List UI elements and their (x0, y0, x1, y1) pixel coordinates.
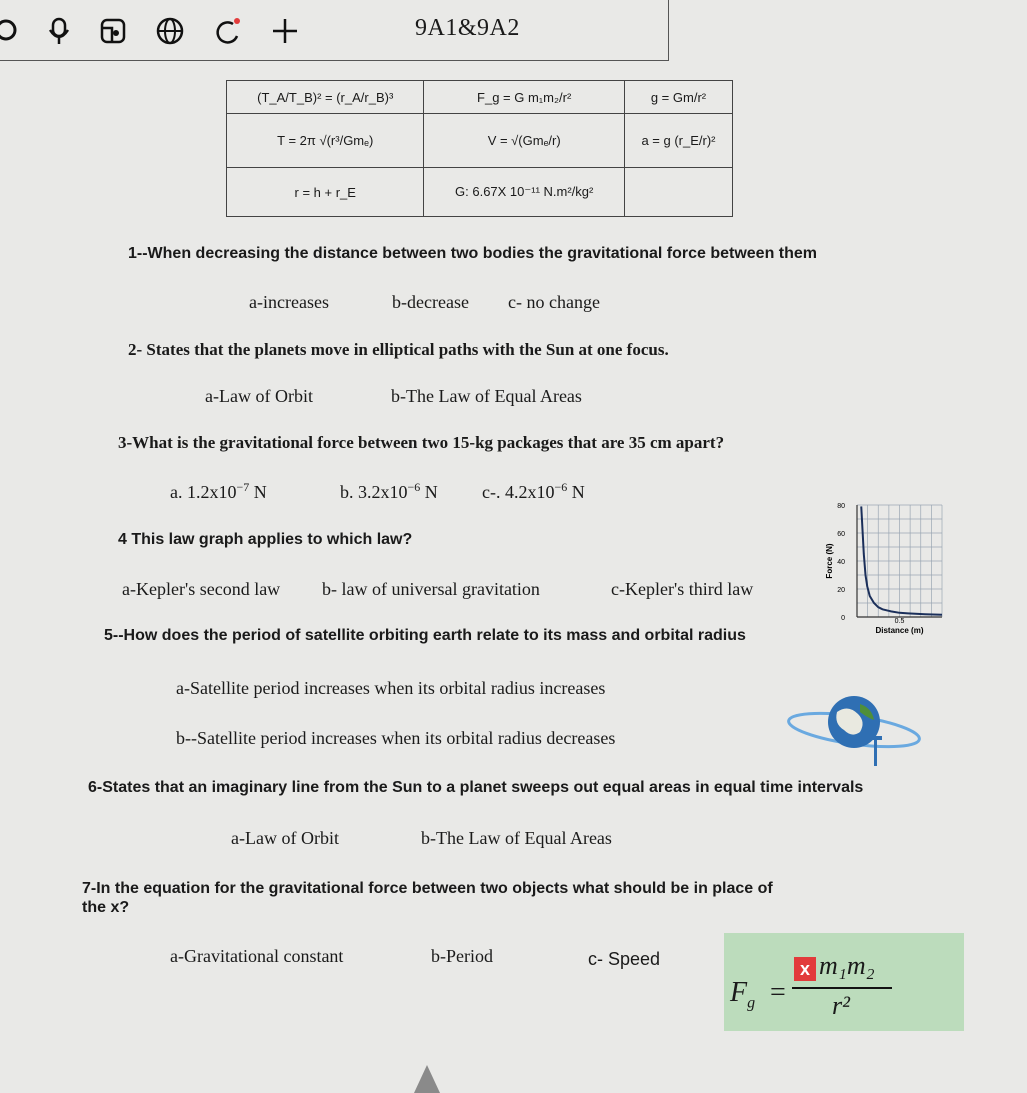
equation-f: F (730, 977, 748, 1008)
page-title: 9A1&9A2 (415, 15, 520, 41)
orbital-period-formula: T = 2π √(r³/Gmₑ) (227, 114, 424, 168)
q1-option-a[interactable]: a-increases (249, 292, 329, 312)
gravitational-constant-value: G: 6.67X 10⁻¹¹ N.m²/kg² (424, 168, 625, 217)
q3-a-unit: N (253, 482, 267, 502)
question-3: 3-What is the gravitational force between two 15-kg packages that are 35 cm apart? (118, 433, 725, 452)
q7-option-c[interactable]: c- Speed (588, 949, 661, 969)
q3-c-exponent: −6 (554, 480, 568, 494)
microphone-icon[interactable] (44, 16, 74, 46)
q3-a-prefix: a. (170, 482, 183, 502)
y-tick-label: 40 (837, 559, 845, 566)
sticker-icon[interactable] (98, 16, 128, 46)
globe-icon[interactable] (155, 16, 185, 46)
q4-option-c[interactable]: c-Kepler's third law (611, 579, 754, 599)
q3-option-c[interactable] (482, 480, 585, 503)
y-axis-label: Force (N) (825, 543, 834, 579)
top-toolbar (0, 0, 669, 61)
question-7-line-1: 7-In the equation for the gravitational force between two objects what should be in place of (82, 880, 773, 897)
q3-c-prefix: c-. (482, 482, 501, 502)
q3-b-unit: N (424, 482, 438, 502)
q7-option-b[interactable]: b-Period (431, 946, 493, 966)
q3-option-a[interactable] (170, 480, 267, 503)
kepler-third-law-formula: (T_A/T_B)² = (r_A/r_B)³ (227, 81, 424, 114)
y-tick-label: 80 (837, 503, 845, 510)
formula-table (226, 80, 733, 217)
gravitational-equation-box (724, 933, 964, 1031)
x-tick-label: 0.5 (894, 618, 905, 625)
q3-b-mantissa: 3.2x10 (358, 482, 408, 502)
y-tick-label: 20 (837, 587, 845, 594)
q3-c-unit: N (571, 482, 585, 502)
q5-option-a[interactable]: a-Satellite period increases when its orbital radius increases (176, 678, 606, 698)
q3-a-exponent: −7 (236, 480, 250, 494)
question-6: 6-States that an imaginary line from the Sun to a planet sweeps out equal areas in equal time intervals (88, 779, 864, 796)
equals-sign: = (770, 977, 786, 1008)
orbital-speed-formula: V = √(Gmₑ/r) (424, 114, 625, 168)
equation-denominator: r² (832, 991, 850, 1020)
q3-c-mantissa: 4.2x10 (504, 482, 555, 502)
q4-option-b[interactable]: b- law of universal gravitation (322, 579, 540, 599)
search-icon[interactable] (0, 16, 30, 46)
y-tick-label: 0 (841, 615, 845, 622)
q6-option-a[interactable]: a-Law of Orbit (231, 828, 339, 848)
y-tick-label: 60 (837, 531, 845, 538)
question-1: 1--When decreasing the distance between two bodies the gravitational force between them (128, 245, 818, 262)
equation-lhs (730, 977, 755, 1013)
q3-a-mantissa: 1.2x10 (187, 482, 237, 502)
unknown-x-placeholder: x (794, 957, 816, 981)
equation-f-subscript: g (747, 994, 756, 1012)
question-7-line-2: the x? (82, 899, 130, 916)
gravity-acceleration-formula: g = Gm/r² (624, 81, 732, 114)
x-axis-label: Distance (m) (875, 626, 924, 635)
q6-option-b[interactable]: b-The Law of Equal Areas (421, 828, 612, 848)
q3-b-prefix: b. (340, 482, 354, 502)
q4-option-a[interactable]: a-Kepler's second law (122, 579, 281, 599)
equation-numerator: m₁m₂ (819, 951, 875, 980)
force-curve-line (861, 506, 942, 614)
fraction-bar (792, 987, 892, 989)
force-distance-graph (812, 495, 952, 645)
q3-option-b[interactable] (340, 480, 438, 503)
q1-option-c[interactable]: c- no change (508, 292, 600, 312)
orbital-radius-formula: r = h + r_E (227, 168, 424, 217)
earth-orbit-illustration (782, 690, 922, 770)
q2-option-a[interactable]: a-Law of Orbit (205, 386, 313, 406)
cursor-icon (412, 1063, 442, 1093)
q7-option-a[interactable]: a-Gravitational constant (170, 946, 344, 966)
question-2: 2- States that the planets move in elliptical paths with the Sun at one focus. (128, 340, 669, 359)
q1-option-b[interactable]: b-decrease (392, 292, 469, 312)
acceleration-formula: a = g (r_E/r)² (624, 114, 732, 168)
gravitational-force-formula: F_g = G m₁m₂/r² (424, 81, 625, 114)
plus-icon[interactable] (270, 16, 300, 46)
q5-option-b[interactable]: b--Satellite period increases when its orbital radius decreases (176, 728, 616, 748)
q3-b-exponent: −6 (407, 480, 421, 494)
magic-icon[interactable] (213, 16, 243, 46)
empty-cell (624, 168, 732, 217)
question-4: 4 This law graph applies to which law? (118, 531, 413, 548)
question-5: 5--How does the period of satellite orbiting earth relate to its mass and orbital radius (104, 627, 746, 644)
q2-option-b[interactable]: b-The Law of Equal Areas (391, 386, 582, 406)
